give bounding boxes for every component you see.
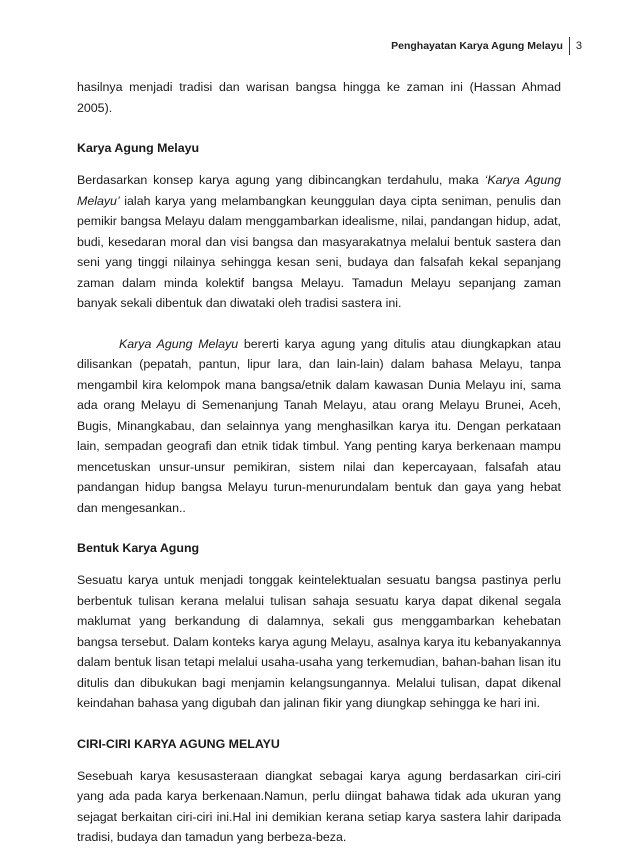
spacer	[77, 754, 561, 766]
paragraph-definition	[77, 170, 561, 314]
paragraph-text: Berdasarkan konsep karya agung yang dibincangkan terdahulu, maka	[77, 173, 485, 187]
paragraph-text: bererti karya agung yang ditulis atau diungkapkan atau dilisankan (pepatah, pantun, lipur lara, dan lain-lain) dalam bahasa Melayu, tanpa mengambil kira kelompok mana bangsa/etnik dalam kawasan Dunia Melayu ini, sama ada orang Melayu di Semenanjung Tanah Melayu, atau orang Melayu Brunei, Aceh, Bugis, Minangkabau, dan selainnya yang menghasilkan karya itu. Dengan perkataan lain, sempadan geografi dan etnik tidak timbul. Yang penting karya berkenaan mampu mencetuskan unsur-unsur pemikiran, sistem nilai dan kepercayaan, falsafah atau pandangan hidup bangsa Melayu turun-menurundalam bentuk dan gaya yang hebat dan mengesankan..	[77, 336, 561, 515]
paragraph-characteristics: Sesebuah karya kesusasteraan diangkat sebagai karya agung berdasarkan ciri-ciri yang ada pada karya berkenaan.Namun, perlu diingat bahawa tidak ada ukuran yang sejagat berkaitan ciri-ciri ini.Hal ini demikian kerana setiap karya sastera lahir daripada tradisi, budaya dan tamadun yang berbeza-beza.	[77, 768, 561, 844]
spacer	[77, 714, 561, 734]
header-title: Penghayatan Karya Agung Melayu	[391, 40, 563, 52]
spacer	[77, 118, 561, 138]
spacer	[77, 518, 561, 538]
section-heading-ciri-ciri: CIRI-CIRI KARYA AGUNG MELAYU	[77, 736, 280, 751]
paragraph-form: Sesuatu karya untuk menjadi tonggak keintelektualan sesuatu bangsa pastinya perlu berbentuk tulisan kerana melalui tulisan sahaja sesuatu karya dapat dikenal segala maklumat yang berkandung di dalamnya, sekali gus menggambarkan kehebatan bangsa tersebut. Dalam konteks karya agung Melayu, asalnya karya itu kebanyakannya dalam bentuk lisan tetapi melalui usaha-usaha yang terkemudian, bahan-bahan lisan itu ditulis dan dibukukan bagi menjamin kelangsungannya. Melalui tulisan, dapat dikenal keindahan bahasa yang digubah dan jalinan fikir yang diungkap sehingga ke hari ini.	[77, 573, 561, 710]
body-content	[77, 77, 561, 848]
emphasis-text: ‘Karya Agung Melayu’	[77, 173, 561, 208]
spacer	[77, 558, 561, 570]
emphasis-text: Karya Agung Melayu	[119, 336, 239, 351]
running-header	[391, 37, 582, 55]
paragraph-continuation: hasilnya menjadi tradisi dan warisan bangsa hingga ke zaman ini (Hassan Ahmad 2005).	[77, 80, 561, 115]
spacer	[77, 158, 561, 170]
section-heading-karya-agung-melayu: Karya Agung Melayu	[77, 141, 200, 155]
section-heading-bentuk-karya-agung: Bentuk Karya Agung	[77, 541, 200, 555]
page-number: 3	[575, 40, 582, 52]
header-separator	[569, 37, 570, 55]
paragraph-text: ialah karya yang melambangkan keunggulan daya cipta seniman, penulis dan pemikir bangsa Melayu dalam menggambarkan idealisme, nilai, pandangan hidup, adat, budi, kesedaran moral dan visi bangsa dan masyarakatnya melalui bentuk sastera dan seni yang tinggi nilainya sehingga kesan seni, budaya dan falsafah kekal sepanjang zaman dalam minda kolektif bangsa Melayu. Tamadun Melayu sepanjang zaman banyak sekali dibentuk dan diwataki oleh tradisi sastera ini.	[77, 193, 561, 310]
spacer	[77, 314, 561, 334]
paragraph-meaning	[77, 334, 561, 519]
